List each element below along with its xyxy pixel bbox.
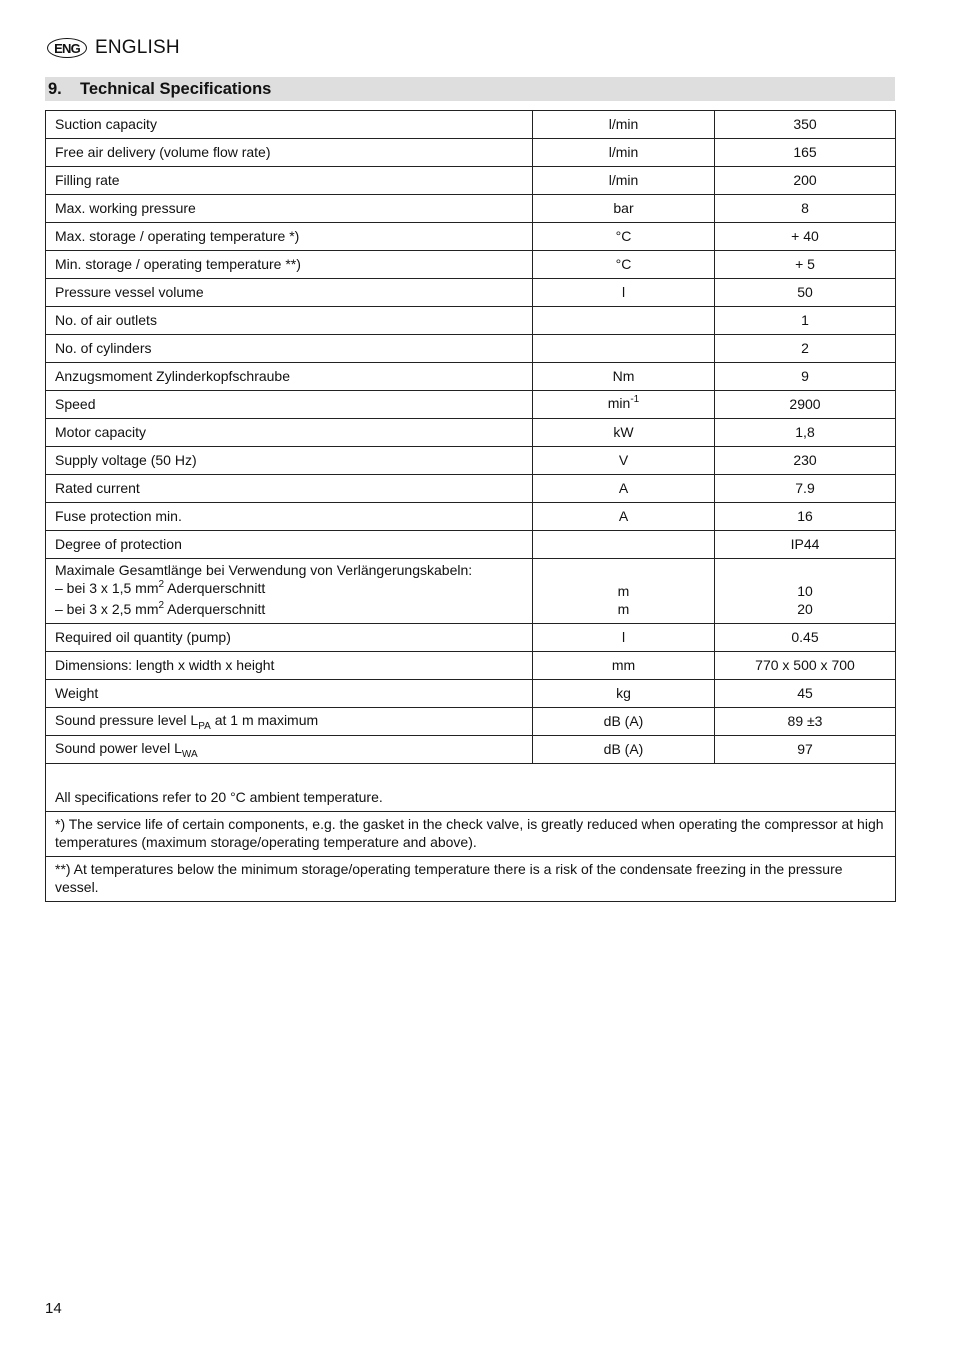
- spec-unit: V: [533, 447, 715, 475]
- spec-value: 2: [715, 335, 896, 363]
- table-row-note-1: [46, 812, 896, 857]
- spec-label: Degree of protection: [46, 531, 533, 559]
- sound-pressure-label: Sound pressure level L: [55, 712, 199, 728]
- spec-label: Rated current: [46, 475, 533, 503]
- spec-unit: [533, 391, 715, 419]
- spec-unit: dB (A): [533, 708, 715, 736]
- cable-line-3-text: – bei 3 x 2,5 mm: [55, 601, 159, 617]
- spec-unit: l/min: [533, 167, 715, 195]
- cable-line-3-suffix: Aderquerschnitt: [164, 601, 266, 617]
- spec-value: 97: [715, 736, 896, 764]
- spec-label: Anzugsmoment Zylinderkopfschraube: [46, 363, 533, 391]
- table-row: [46, 391, 896, 419]
- spec-unit: l/min: [533, 111, 715, 139]
- table-row: [46, 503, 896, 531]
- note-ambient: All specifications refer to 20 °C ambient temperature.: [46, 764, 896, 812]
- spec-unit: dB (A): [533, 736, 715, 764]
- spec-unit: kg: [533, 680, 715, 708]
- spec-value: 1: [715, 307, 896, 335]
- spec-unit-superscript: -1: [630, 394, 640, 405]
- spec-label: [46, 708, 533, 736]
- spec-value: 45: [715, 680, 896, 708]
- sound-pressure-subscript: PA: [198, 721, 211, 732]
- cable-unit-1: m: [617, 583, 630, 599]
- spec-value: 7.9: [715, 475, 896, 503]
- spec-value: 200: [715, 167, 896, 195]
- cable-line-2-suffix: Aderquerschnitt: [164, 580, 266, 596]
- spec-label: Max. storage / operating temperature *): [46, 223, 533, 251]
- table-row: [46, 139, 896, 167]
- specifications-body: [46, 111, 896, 902]
- spec-label: Max. working pressure: [46, 195, 533, 223]
- section-heading: [45, 77, 895, 101]
- table-row-cable-length: [46, 559, 896, 624]
- table-row-note-2: [46, 857, 896, 902]
- table-row: [46, 223, 896, 251]
- spec-value: 2900: [715, 391, 896, 419]
- spec-unit: l/min: [533, 139, 715, 167]
- cable-line-2: [55, 580, 265, 596]
- spec-label: Supply voltage (50 Hz): [46, 447, 533, 475]
- cable-line-2-text: – bei 3 x 1,5 mm: [55, 580, 159, 596]
- cable-line-2-sup: 2: [158, 579, 165, 590]
- spec-unit: °C: [533, 223, 715, 251]
- table-row: [46, 652, 896, 680]
- spec-value: + 40: [715, 223, 896, 251]
- table-row: [46, 363, 896, 391]
- spec-value: 9: [715, 363, 896, 391]
- spec-label: Filling rate: [46, 167, 533, 195]
- spec-unit: [533, 531, 715, 559]
- language-badge: ENG: [47, 38, 87, 58]
- table-row-note-ambient: [46, 764, 896, 812]
- spec-label: No. of air outlets: [46, 307, 533, 335]
- cable-line-3: [55, 601, 265, 617]
- specifications-table: [45, 110, 896, 902]
- table-row: [46, 195, 896, 223]
- cable-line-3-sup: 2: [158, 600, 165, 611]
- cable-line-1: Maximale Gesamtlänge bei Verwendung von Verlängerungskabeln:: [55, 562, 473, 578]
- spec-value: 350: [715, 111, 896, 139]
- sound-power-subscript: WA: [181, 749, 198, 760]
- spec-unit: A: [533, 475, 715, 503]
- spec-unit: [533, 335, 715, 363]
- spec-label: Fuse protection min.: [46, 503, 533, 531]
- cable-value-1: 10: [797, 583, 813, 599]
- table-row: [46, 251, 896, 279]
- spec-value: 89 ±3: [715, 708, 896, 736]
- section-number: 9.: [48, 80, 62, 98]
- spec-label: No. of cylinders: [46, 335, 533, 363]
- table-row: [46, 680, 896, 708]
- spec-unit: bar: [533, 195, 715, 223]
- spec-unit: l: [533, 279, 715, 307]
- spec-unit: Nm: [533, 363, 715, 391]
- table-row-sound-power: [46, 736, 896, 764]
- spec-unit: °C: [533, 251, 715, 279]
- table-row: [46, 447, 896, 475]
- spec-value: 1,8: [715, 419, 896, 447]
- spec-value: 230: [715, 447, 896, 475]
- cable-unit-2: m: [617, 601, 630, 617]
- spec-value: 165: [715, 139, 896, 167]
- spec-label: Speed: [46, 391, 533, 419]
- spec-unit: kW: [533, 419, 715, 447]
- spec-unit: A: [533, 503, 715, 531]
- spec-value: 8: [715, 195, 896, 223]
- spec-label: Pressure vessel volume: [46, 279, 533, 307]
- spec-value: + 5: [715, 251, 896, 279]
- spec-label: Motor capacity: [46, 419, 533, 447]
- note-low-temperature: **) At temperatures below the minimum storage/operating temperature there is a risk of the condensate freezing in the pressure vessel.: [46, 857, 896, 902]
- spec-label: [46, 559, 533, 624]
- section-title: Technical Specifications: [80, 80, 272, 98]
- spec-unit: [533, 559, 715, 624]
- spec-unit: [533, 307, 715, 335]
- spec-label: Min. storage / operating temperature **): [46, 251, 533, 279]
- table-row: [46, 531, 896, 559]
- spec-value: IP44: [715, 531, 896, 559]
- spec-label: Free air delivery (volume flow rate): [46, 139, 533, 167]
- spec-value: 50: [715, 279, 896, 307]
- spec-unit: mm: [533, 652, 715, 680]
- table-row: [46, 624, 896, 652]
- spec-unit: l: [533, 624, 715, 652]
- spec-label: Suction capacity: [46, 111, 533, 139]
- spec-label: Dimensions: length x width x height: [46, 652, 533, 680]
- spec-unit-text: min: [607, 395, 631, 411]
- table-row: [46, 419, 896, 447]
- sound-power-label: Sound power level L: [55, 740, 182, 756]
- sound-pressure-suffix: at 1 m maximum: [210, 712, 319, 728]
- table-row: [46, 167, 896, 195]
- table-row: [46, 335, 896, 363]
- cable-value-2: 20: [797, 601, 813, 617]
- table-row: [46, 279, 896, 307]
- note-high-temperature: *) The service life of certain components, e.g. the gasket in the check valve, is greatly reduced when operating the compressor at high temperatures (maximum storage/operating temperature and above).: [46, 812, 896, 857]
- spec-value: [715, 559, 896, 624]
- language-header: [47, 37, 180, 59]
- spec-value: 770 x 500 x 700: [715, 652, 896, 680]
- page-number: 14: [45, 1300, 62, 1317]
- language-label: ENGLISH: [95, 37, 180, 58]
- spec-value: 16: [715, 503, 896, 531]
- spec-value: 0.45: [715, 624, 896, 652]
- spec-label: Weight: [46, 680, 533, 708]
- table-row: [46, 111, 896, 139]
- table-row: [46, 475, 896, 503]
- table-row: [46, 307, 896, 335]
- spec-label: Required oil quantity (pump): [46, 624, 533, 652]
- table-row-sound-pressure: [46, 708, 896, 736]
- spec-label: [46, 736, 533, 764]
